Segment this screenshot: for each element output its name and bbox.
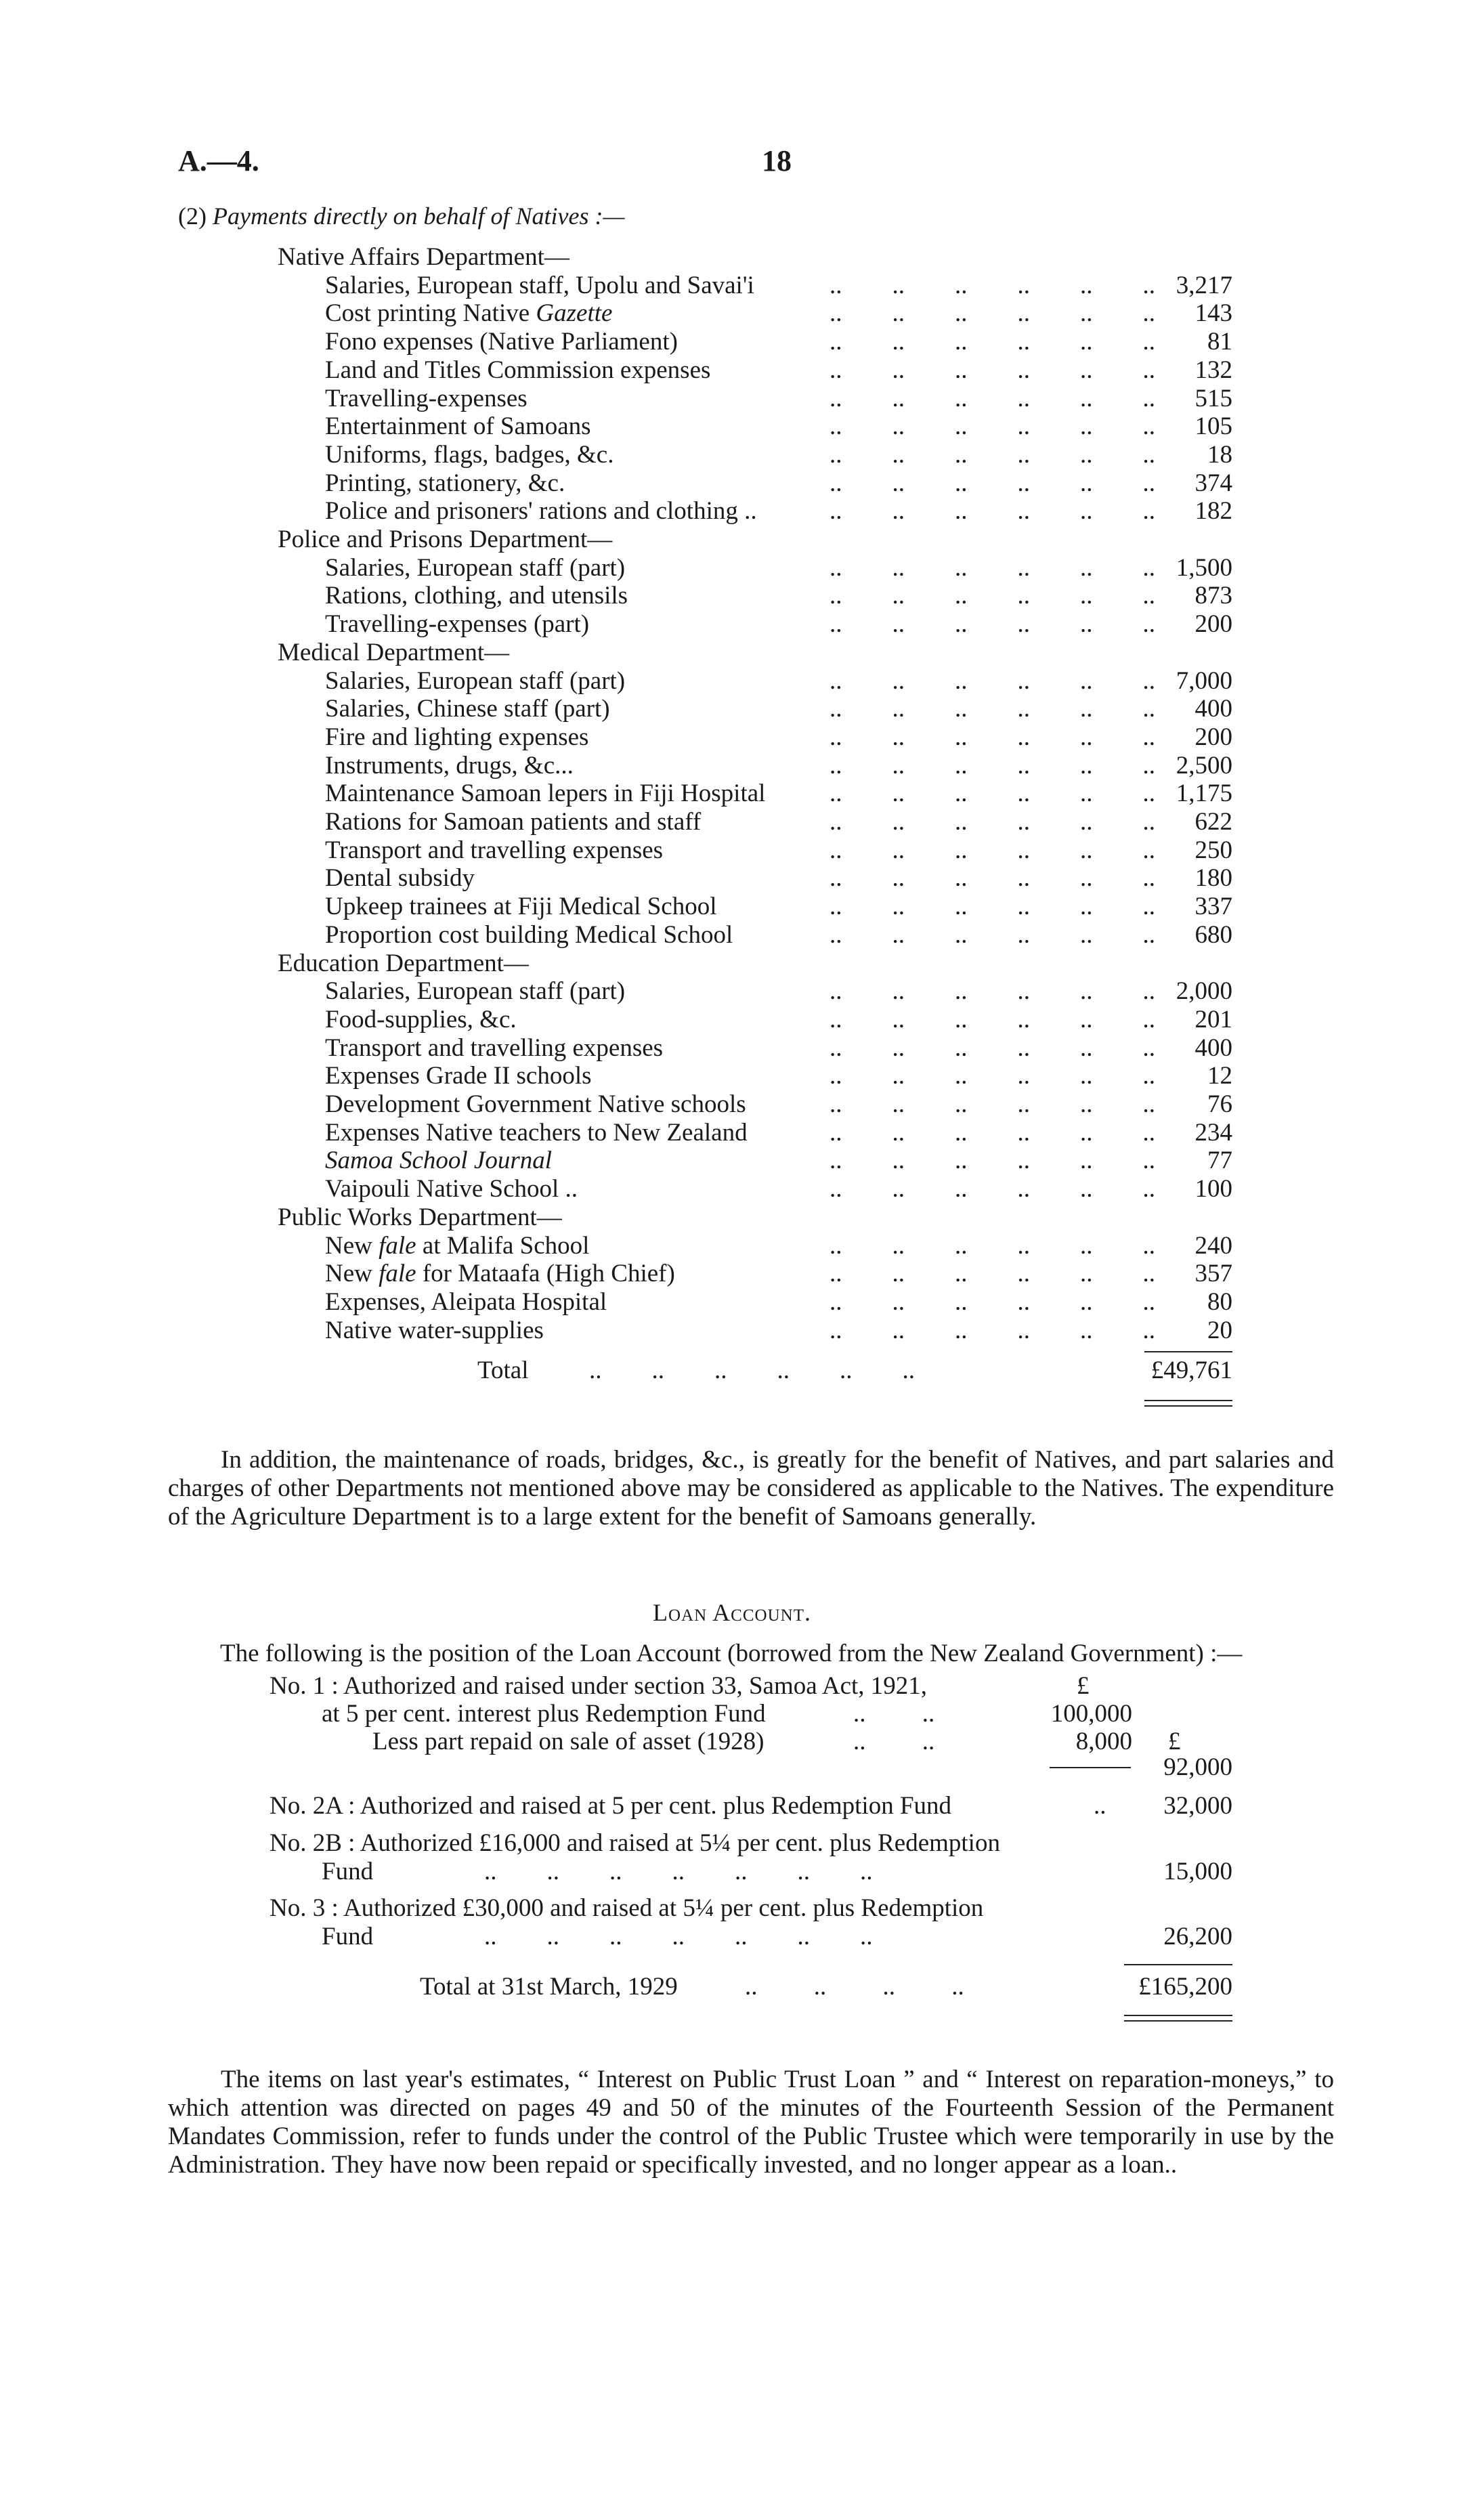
table-row [0,807,1464,837]
leader-dots: .. .. .. .. .. .. [830,299,1155,328]
leader-dots: .. .. .. .. .. .. [830,356,1155,384]
total-value: £49,761 [1150,1357,1232,1384]
item-value: 105 [1194,412,1232,441]
item-value: 622 [1194,808,1232,836]
leader-dots: .. .. .. .. .. .. [830,497,1155,526]
item-label: Salaries, Chinese staff (part) [325,694,616,724]
item-label: Maintenance Samoan lepers in Fiji Hospital [325,779,771,809]
table-row [0,327,1464,357]
table-row [0,581,1464,611]
item-value: 400 [1194,1033,1232,1062]
item-value: 77 [1207,1147,1232,1175]
item-label: Rations for Samoan patients and staff [325,807,706,837]
table-row [0,751,1464,781]
item-value: 374 [1194,469,1232,497]
table-row [0,384,1464,414]
department-heading [0,525,1464,555]
department-heading [0,242,1464,272]
leader-dots: .. .. .. .. .. .. [830,836,1155,864]
leader-dots: .. .. .. .. .. .. [830,1118,1155,1147]
leader-dots: .. .. .. .. .. .. [830,751,1155,780]
item-value: 18 [1207,440,1232,469]
loan-total-double-rule-1 [1124,2015,1232,2016]
leader-dots: .. .. .. .. .. .. [830,582,1155,610]
item-label: Printing, stationery, &c. [325,469,570,498]
leader-dots: .. .. .. .. .. .. [830,610,1155,639]
department-name: Education Department— [278,949,534,979]
item-label: Samoa School Journal [325,1146,557,1176]
section-title: Payments directly on behalf of Natives :— [212,202,625,230]
loan-no2b-value: 15,000 [1163,1858,1232,1885]
table-row [0,1231,1464,1261]
department-name: Public Works Department— [278,1203,567,1233]
department-name: Police and Prisons Department— [278,525,618,555]
page-number: 18 [762,144,792,177]
item-label: Upkeep trainees at Fiji Medical School [325,892,723,922]
item-value: 76 [1207,1090,1232,1118]
item-value: 80 [1207,1287,1232,1316]
leader-dots: .. .. .. .. .. .. [830,1316,1155,1344]
item-label: New fale for Mataafa (High Chief) [325,1259,681,1289]
table-row [0,836,1464,866]
item-label: Land and Titles Commission expenses [325,356,716,385]
leader-dots: .. .. .. .. .. .. [830,808,1155,836]
leader-dots: .. .. .. .. .. .. [830,780,1155,808]
loan-no3-line1: No. 3 : Authorized £30,000 and raised at 5¼ per cent. plus Redemption [270,1894,984,1922]
item-label: Salaries, European staff (part) [325,553,630,583]
leader-dots: .. .. .. .. .. .. .. [484,1923,873,1950]
leader-dots: .. .. .. .. .. .. [830,1175,1155,1203]
currency-symbol: £ [1168,1728,1181,1755]
table-row [0,1033,1464,1063]
total-label: Total [477,1356,534,1386]
table-row [0,863,1464,893]
item-value: 2,000 [1176,977,1232,1006]
table-row [0,1259,1464,1289]
item-value: 1,500 [1176,553,1232,582]
item-label: Instruments, drugs, &c... [325,751,579,781]
table-row [0,1118,1464,1148]
department-name: Native Affairs Department— [278,242,575,272]
leader-dots: .. .. .. .. .. .. [830,412,1155,441]
department-heading [0,1203,1464,1233]
leader-dots: .. .. .. .. .. .. [830,1062,1155,1090]
leader-dots: .. .. .. .. .. .. [830,723,1155,751]
table-row [0,1174,1464,1204]
leader-dots: .. .. .. .. .. .. [830,1260,1155,1288]
item-value: 515 [1194,384,1232,412]
leader-dots: .. .. .. .. .. .. [830,1147,1155,1175]
item-value: 182 [1194,497,1232,526]
item-label: Dental subsidy [325,863,480,893]
item-value: 201 [1194,1005,1232,1033]
table-row [0,666,1464,696]
total-double-rule-1 [1144,1400,1232,1401]
item-value: 337 [1194,893,1232,921]
leader-dots: .. .. .. .. .. .. [830,1005,1155,1033]
table-row [0,1287,1464,1317]
item-value: 3,217 [1176,271,1232,299]
item-value: 1,175 [1176,780,1232,808]
leader-dots: .. .. .. .. .. .. [830,271,1155,299]
item-value: 200 [1194,723,1232,751]
item-label: Fono expenses (Native Parliament) [325,327,683,357]
leader-dots: .. .. .. .. .. .. [830,893,1155,921]
item-label: Travelling-expenses [325,384,533,414]
item-label: Cost printing Native Gazette [325,299,618,328]
item-label: Entertainment of Samoans [325,412,597,442]
loan-no2b-line1: No. 2B : Authorized £16,000 and raised at 5¼ per cent. plus Redemption [270,1829,1000,1857]
item-value: 132 [1194,356,1232,384]
item-label: Proportion cost building Medical School [325,920,738,950]
table-row [0,496,1464,526]
table-row [0,892,1464,922]
item-value: 240 [1194,1231,1232,1260]
leader-dots: .. .. .. .. .. .. [830,695,1155,723]
leader-dots: .. .. .. .. .. .. [830,469,1155,497]
item-value: 20 [1207,1316,1232,1344]
item-value: 200 [1194,610,1232,639]
item-label: Expenses Grade II schools [325,1061,597,1091]
table-row [0,299,1464,328]
leader-dots: .. .. .. .. .. .. [830,1231,1155,1260]
department-heading [0,638,1464,668]
item-value: 81 [1207,328,1232,356]
item-value: 234 [1194,1118,1232,1147]
item-label: Expenses Native teachers to New Zealand [325,1118,753,1148]
table-row [0,1146,1464,1176]
table-row [0,779,1464,809]
item-label: Travelling-expenses (part) [325,610,595,639]
leader-dots: .. .. .. .. .. .. [830,920,1155,949]
section-label: (2) [178,202,207,230]
item-value: 143 [1194,299,1232,328]
loan-intro: The following is the position of the Loan Account (borrowed from the New Zealand Government) :— [220,1640,1243,1667]
loan-no2a: No. 2A : Authorized and raised at 5 per cent. plus Redemption Fund [270,1792,952,1820]
table-row [0,1090,1464,1119]
table-row [0,694,1464,724]
loan-account-title: Loan Account. [653,1599,811,1626]
leader-dots: .. [1094,1792,1106,1820]
loan-total-value: £165,200 [1138,1973,1232,2001]
table-row [0,412,1464,442]
loan-no2b-line2: Fund [322,1858,374,1885]
total-top-rule [1144,1351,1232,1352]
item-label: Transport and travelling expenses [325,836,668,866]
item-value: 100 [1194,1175,1232,1203]
table-row [0,1316,1464,1346]
leader-dots: .. .. [853,1728,935,1755]
table-row [0,440,1464,470]
loan-no2a-value: 32,000 [1163,1792,1232,1820]
item-label: Salaries, European staff (part) [325,977,630,1006]
table-row [0,920,1464,950]
loan-no1-repaid: 8,000 [1075,1728,1132,1755]
leader-dots: .. .. .. .. .. .. .. [484,1858,873,1885]
leader-dots: .. .. .. .. .. .. [830,384,1155,412]
leader-dots: .. .. .. .. .. .. [589,1357,915,1384]
table-row [0,553,1464,583]
item-label: Salaries, European staff, Upolu and Savai'i [325,271,760,301]
item-label: Native water-supplies [325,1316,549,1346]
table-row [0,610,1464,639]
item-value: 2,500 [1176,751,1232,780]
leader-dots: .. .. .. .. .. .. [830,328,1155,356]
leader-dots: .. .. .. .. .. .. [830,553,1155,582]
leader-dots: .. .. .. .. .. .. [830,1287,1155,1316]
item-label: Uniforms, flags, badges, &c. [325,440,619,470]
paragraph-public-trust-loan: The items on last year's estimates, “ Interest on Public Trust Loan ” and “ Interest on reparation-moneys,” to which attention was directed on pages 49 and 50 of the minutes of the Fourteenth Session of the Permanent Mandates Commission, refer to funds under the control of the Public Trustee which were temporarily in use by the Administration. They have now been repaid or specifically invested, and no longer appear as a loan.. [168,2066,1334,2179]
loan-total-double-rule-2 [1124,2020,1232,2022]
leader-dots: .. .. .. .. .. .. [830,1090,1155,1118]
item-label: Salaries, European staff (part) [325,666,630,696]
item-label: Expenses, Aleipata Hospital [325,1287,612,1317]
item-value: 12 [1207,1062,1232,1090]
item-label: Police and prisoners' rations and clothing .. [325,496,762,526]
table-row [0,977,1464,1006]
loan-no1-line3: Less part repaid on sale of asset (1928) [372,1728,765,1755]
table-row [0,723,1464,752]
item-value: 357 [1194,1260,1232,1288]
item-label: Development Government Native schools [325,1090,752,1119]
table-row [0,271,1464,301]
item-value: 680 [1194,920,1232,949]
table-row [0,1061,1464,1091]
loan-no1-line2: at 5 per cent. interest plus Redemption Fund [322,1700,766,1728]
paragraph-additional-benefits: In addition, the maintenance of roads, bridges, &c., is greatly for the benefit of Natives, and part salaries and charges of other Departments not mentioned above may be considered as applicable to the Natives. The expenditure of the Agriculture Department is to a large extent for the benefit of Samoans generally. [168,1446,1334,1531]
leader-dots: .. .. .. .. .. .. [830,666,1155,695]
item-value: 180 [1194,864,1232,893]
loan-total-top-rule [1124,1964,1232,1965]
item-label: Food-supplies, &c. [325,1005,522,1035]
currency-symbol: £ [1077,1672,1090,1700]
item-label: New fale at Malifa School [325,1231,595,1261]
table-row [0,1005,1464,1035]
leader-dots: .. .. [853,1700,935,1728]
item-label: Rations, clothing, and utensils [325,581,633,611]
item-value: 400 [1194,695,1232,723]
item-value: 7,000 [1176,666,1232,695]
loan-no3-line2: Fund [322,1923,374,1950]
section-heading [178,202,625,230]
item-value: 250 [1194,836,1232,864]
total-row [0,1356,1464,1386]
leader-dots: .. .. .. .. .. .. [830,864,1155,893]
loan-total-label: Total at 31st March, 1929 [420,1973,678,2001]
table-row [0,469,1464,498]
leader-dots: .. .. .. .. [745,1973,964,2001]
subtotal-rule [1050,1767,1131,1768]
loan-no1-amount: 100,000 [1050,1700,1132,1728]
leader-dots: .. .. .. .. .. .. [830,977,1155,1006]
leader-dots: .. .. .. .. .. .. [830,1033,1155,1062]
loan-no1-line1: No. 1 : Authorized and raised under section 33, Samoa Act, 1921, [270,1672,928,1700]
leader-dots: .. .. .. .. .. .. [830,440,1155,469]
table-row [0,356,1464,385]
item-label: Transport and travelling expenses [325,1033,668,1063]
item-label: Vaipouli Native School .. [325,1174,583,1204]
item-label: Fire and lighting expenses [325,723,594,752]
document-reference: A.—4. [178,144,259,177]
department-heading [0,949,1464,979]
loan-no3-value: 26,200 [1163,1923,1232,1950]
loan-no1-net: 92,000 [1163,1753,1232,1781]
department-name: Medical Department— [278,638,515,668]
item-value: 873 [1194,582,1232,610]
total-double-rule-2 [1144,1405,1232,1407]
